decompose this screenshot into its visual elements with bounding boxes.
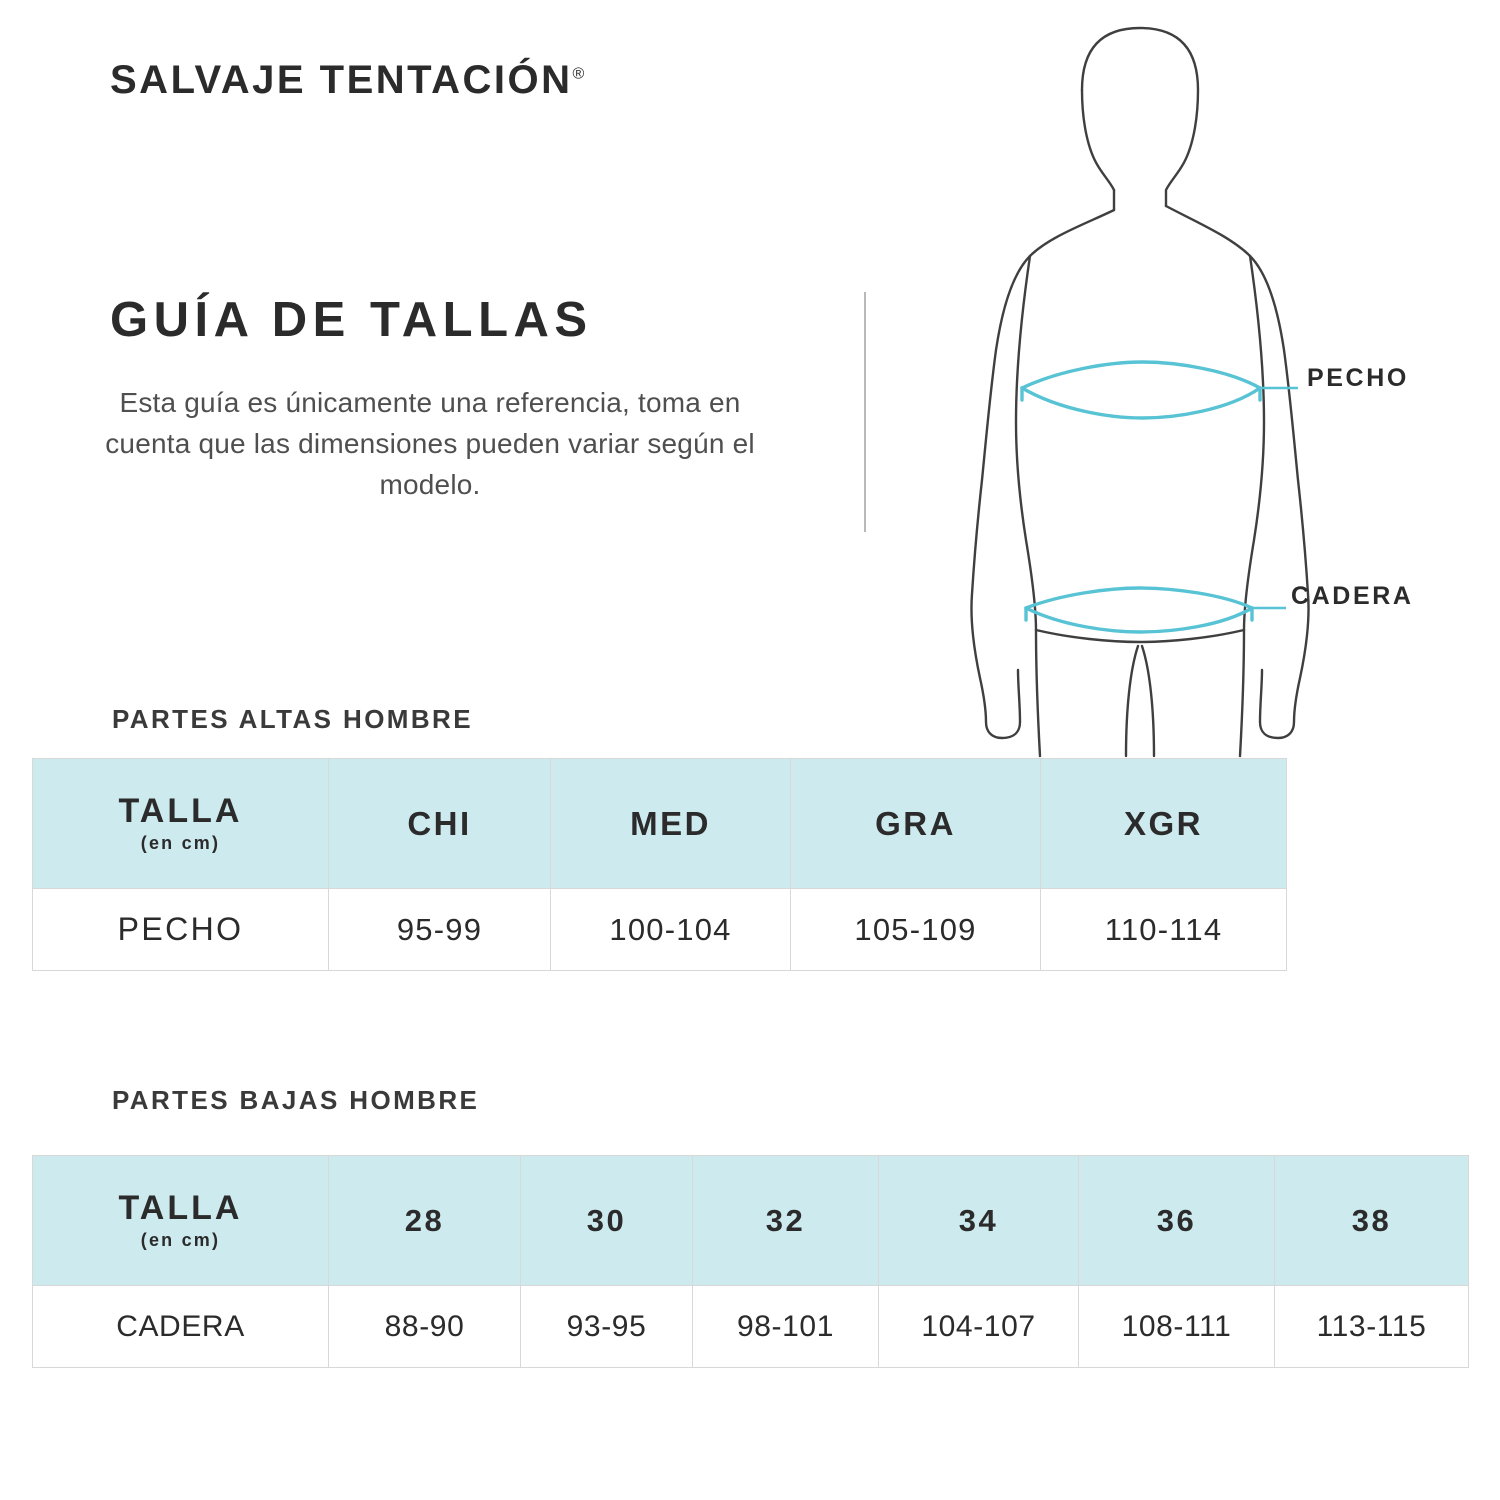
tops-column-header: XGR bbox=[1041, 759, 1287, 889]
bottoms-column-header: 34 bbox=[879, 1156, 1079, 1286]
figure-hip-label: CADERA bbox=[1291, 582, 1414, 610]
tops-size-header bbox=[33, 759, 329, 889]
male-body-outline-svg bbox=[930, 10, 1350, 770]
tops-cell: 110-114 bbox=[1041, 889, 1287, 971]
bottoms-column-header: 36 bbox=[1079, 1156, 1275, 1286]
bottoms-cell: 93-95 bbox=[521, 1286, 693, 1368]
bottoms-cell: 88-90 bbox=[329, 1286, 521, 1368]
bottoms-cell: 104-107 bbox=[879, 1286, 1079, 1368]
page-title: GUÍA DE TALLAS bbox=[110, 293, 593, 347]
bottoms-column-header: 30 bbox=[521, 1156, 693, 1286]
brand-title bbox=[110, 58, 584, 103]
tops-cell: 100-104 bbox=[551, 889, 791, 971]
bottoms-unit-label: (en cm) bbox=[140, 1230, 221, 1251]
tops-cell: 105-109 bbox=[791, 889, 1041, 971]
tops-row-label: PECHO bbox=[33, 889, 329, 971]
tops-column-header: GRA bbox=[791, 759, 1041, 889]
tops-cell: 95-99 bbox=[329, 889, 551, 971]
tops-column-header: CHI bbox=[329, 759, 551, 889]
table-row bbox=[33, 889, 1287, 971]
bottoms-column-header: 38 bbox=[1275, 1156, 1469, 1286]
table-header-row bbox=[33, 1156, 1469, 1286]
vertical-divider bbox=[864, 292, 866, 532]
table-header-row bbox=[33, 759, 1287, 889]
bottoms-size-table bbox=[32, 1155, 1469, 1368]
bottoms-cell: 108-111 bbox=[1079, 1286, 1275, 1368]
tops-size-label: TALLA bbox=[118, 792, 243, 831]
bottoms-size-label: TALLA bbox=[118, 1189, 243, 1228]
bottoms-cell: 98-101 bbox=[693, 1286, 879, 1368]
bottoms-section-heading: PARTES BAJAS HOMBRE bbox=[112, 1085, 480, 1115]
registered-mark: ® bbox=[572, 65, 585, 83]
tops-section-heading: PARTES ALTAS HOMBRE bbox=[112, 704, 473, 734]
bottoms-column-header: 28 bbox=[329, 1156, 521, 1286]
body-figure bbox=[930, 10, 1350, 775]
page-description: Esta guía es únicamente una referencia, toma en cuenta que las dimensiones pueden variar según el modelo. bbox=[105, 387, 755, 500]
bottoms-column-header: 32 bbox=[693, 1156, 879, 1286]
bottoms-size-header bbox=[33, 1156, 329, 1286]
tops-unit-label: (en cm) bbox=[140, 833, 221, 854]
bottoms-row-label: CADERA bbox=[33, 1286, 329, 1368]
figure-chest-label: PECHO bbox=[1307, 364, 1409, 392]
brand-name: SALVAJE TENTACIÓN bbox=[110, 58, 573, 102]
table-row bbox=[33, 1286, 1469, 1368]
bottoms-cell: 113-115 bbox=[1275, 1286, 1469, 1368]
tops-column-header: MED bbox=[551, 759, 791, 889]
tops-size-table bbox=[32, 758, 1287, 971]
